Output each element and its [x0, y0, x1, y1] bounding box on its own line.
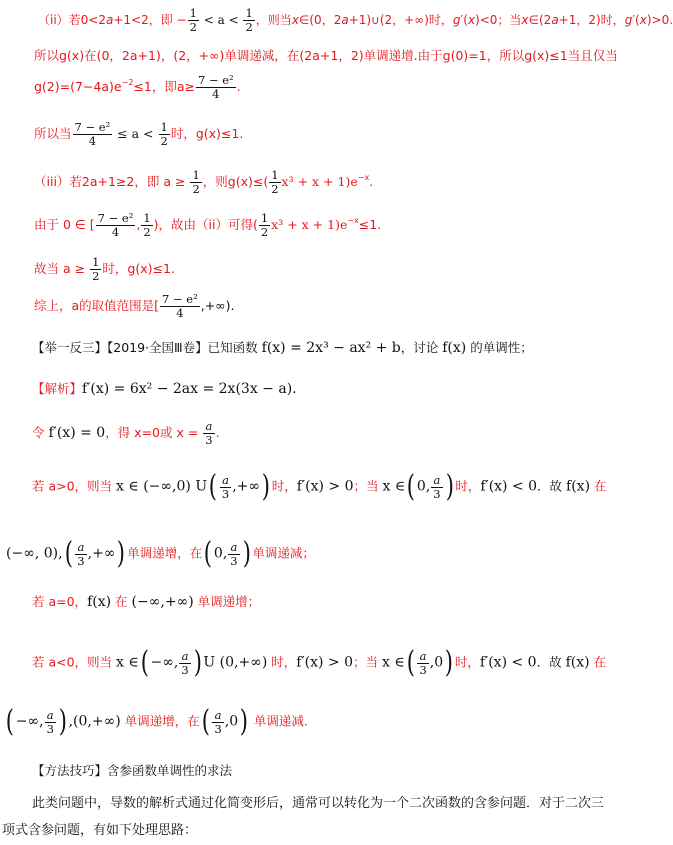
- text: ；当: [353, 654, 382, 670]
- text: ∈(2: [528, 13, 552, 27]
- case-positive-line: [32, 470, 607, 504]
- text: （iii）若2a+1≥2，即 a ≥: [34, 174, 190, 189]
- text: ，则当: [255, 13, 292, 27]
- sup: −2: [121, 78, 134, 87]
- var: x: [467, 13, 476, 27]
- example-question-line: [32, 339, 533, 357]
- range-conclusion-line: [34, 121, 243, 148]
- text: x³ + x + 1)e: [271, 217, 348, 232]
- sup: −x: [357, 173, 370, 182]
- text: （ii）若0<2: [38, 13, 106, 27]
- text: ′(: [632, 13, 640, 27]
- formula: f(x): [87, 594, 112, 610]
- fraction: $\frac{a}{3}$: [205, 419, 213, 447]
- analysis-line: [32, 380, 297, 398]
- text: .: [215, 425, 220, 440]
- text: +1)∪(2，+∞)时，: [348, 13, 453, 27]
- paren: ): [261, 469, 270, 504]
- text: 单调递增；: [193, 594, 261, 609]
- fraction: $\frac{a}{3}$: [433, 472, 441, 501]
- text: .: [292, 381, 297, 397]
- text: ，得 x=0或 x =: [105, 425, 203, 440]
- fraction-half: $\frac{1}{2}$: [160, 120, 168, 148]
- text: 所以当: [34, 126, 72, 141]
- case-iii-conclusion-line: [34, 256, 175, 283]
- formula: ,0: [224, 713, 239, 730]
- text: +1，2)时，: [558, 13, 625, 27]
- text: .: [236, 79, 241, 94]
- fraction: $\frac{a}{3}$: [214, 707, 222, 736]
- formula: 0,: [213, 545, 228, 562]
- text: ≤ a <: [113, 126, 158, 141]
- formula: 0,: [416, 478, 431, 495]
- fraction: $\frac{a}{3}$: [181, 648, 189, 677]
- formula: −∞,: [15, 713, 44, 730]
- fraction: $\frac{\text{7 − e²}}{4}$: [197, 73, 234, 101]
- text: 时，g(x)≤1.: [102, 261, 175, 276]
- paren: ): [239, 704, 249, 739]
- solution-case-iii-line: [34, 169, 373, 196]
- text: 若 a>0，则当: [32, 478, 117, 494]
- fraction: $\frac{a}{3}$: [419, 648, 427, 677]
- var: g: [624, 13, 633, 27]
- text: 单调递减；: [252, 545, 315, 561]
- formula: f(x) = 2x³ − ax² + b: [261, 340, 401, 356]
- formula: (−∞, 0),: [6, 545, 63, 562]
- paren: ): [58, 704, 67, 739]
- text: ．故: [537, 478, 567, 494]
- fraction: $\frac{\text{7 − e²}}{4}$: [74, 120, 111, 148]
- text: )>0.: [646, 13, 673, 27]
- text: ≤1.: [358, 217, 382, 232]
- text: 时，g(x)≤1.: [170, 126, 244, 141]
- formula: f′(x) < 0: [479, 654, 537, 671]
- final-range-line: [34, 293, 234, 320]
- text: 由于 0 ∈ [: [34, 217, 95, 232]
- fraction-half: $\frac{1}{2}$: [189, 6, 197, 34]
- text: <: [224, 13, 243, 27]
- text: 【解析】: [32, 381, 83, 396]
- text: 令: [32, 425, 49, 440]
- text: 时，: [454, 654, 480, 670]
- text: )<0；当: [475, 13, 522, 27]
- paren: ): [444, 645, 454, 680]
- formula: f(x): [565, 654, 590, 671]
- text: +1<2，即 −: [113, 13, 187, 27]
- text: 若 a=0，: [32, 594, 88, 609]
- case-negative-line: [32, 646, 606, 680]
- paren: (: [140, 645, 149, 680]
- formula: f′(x) > 0: [296, 478, 354, 495]
- text: ．故: [536, 654, 566, 670]
- case-negative-intervals-line: [4, 705, 308, 739]
- var: x: [291, 13, 299, 27]
- method-paragraph-line-2: 项式含参问题，有如下处理思路：: [2, 823, 198, 838]
- condition-line: [34, 74, 241, 101]
- method-paragraph-line-1: 此类问题中，导数的解析式通过化简变形后，通常可以转化为一个二次函数的含参问题．对于二次三: [32, 796, 605, 811]
- paren: (: [64, 536, 73, 571]
- case-positive-intervals-line: [6, 537, 315, 571]
- text: 【举一反三】【2019·全国Ⅲ卷】已知函数: [32, 340, 262, 355]
- formula: f′(x) > 0: [296, 654, 354, 671]
- text: 在: [590, 478, 607, 494]
- text: 单调递减.: [249, 713, 308, 729]
- text: ，讨论: [400, 340, 443, 355]
- formula: f′(x) < 0: [480, 478, 538, 495]
- var: a: [106, 13, 114, 27]
- text: 在: [589, 654, 607, 670]
- method-heading: 【方法技巧】含参函数单调性的求法: [32, 763, 233, 778]
- formula: −∞,: [150, 654, 179, 671]
- text: ；当: [353, 478, 383, 494]
- text: ，则g(x)≤(: [202, 174, 269, 189]
- sup: −x: [347, 216, 359, 225]
- formula: x ∈: [116, 654, 139, 671]
- text: )，故由（ii）可得(: [153, 217, 258, 232]
- paren: (: [201, 704, 210, 739]
- fraction: $\frac{\text{7 − e²}}{4}$: [97, 211, 134, 239]
- var: a: [341, 13, 349, 27]
- var: a: [217, 13, 225, 27]
- fraction-half: $\frac{1}{2}$: [245, 6, 253, 34]
- paren: ): [117, 536, 126, 571]
- paren: ): [445, 469, 454, 504]
- formula: ,(0,+∞): [68, 713, 121, 730]
- fraction-half: $\frac{1}{2}$: [92, 255, 100, 283]
- text: 综上，a的取值范围是[: [34, 298, 160, 313]
- formula: ,+∞: [232, 478, 261, 495]
- text: 若 a<0，则当: [32, 654, 117, 670]
- paren: (: [406, 645, 415, 680]
- fraction-half: $\frac{1}{2}$: [143, 211, 151, 239]
- fraction: $\frac{a}{3}$: [46, 707, 54, 736]
- text: 在: [111, 594, 132, 609]
- text: 时，: [455, 478, 481, 494]
- fraction-half: $\frac{1}{2}$: [192, 168, 200, 196]
- text: 的单调性；: [466, 340, 533, 355]
- formula: ,0: [429, 654, 444, 671]
- fraction: $\frac{a}{3}$: [221, 472, 230, 501]
- paren: (: [203, 536, 213, 571]
- text: ,: [136, 217, 141, 232]
- formula: f′(x) = 6x² − 2ax = 2x(3x − a): [82, 381, 293, 397]
- monotonic-summary-line: 所以g(x)在(0，2a+1)，(2，+∞)单调递减，在(2a+1，2)单调递增.由于g(0)=1，所以g(x)≤1当且仅当: [34, 48, 618, 63]
- text: 故当 a ≥: [34, 261, 90, 276]
- text: 时，: [267, 654, 297, 670]
- text: ′(: [460, 13, 468, 27]
- fraction: $\frac{\text{7 − e²}}{4}$: [162, 292, 198, 320]
- text: ≤1，即a≥: [133, 79, 195, 94]
- fraction-half: $\frac{1}{2}$: [271, 168, 279, 196]
- case-zero-line: [32, 593, 260, 611]
- paren: (: [208, 469, 218, 504]
- var: g: [452, 13, 461, 27]
- formula: U (0,+∞): [203, 654, 268, 671]
- formula: ,+∞: [87, 545, 116, 562]
- formula: x ∈ (−∞,0) U: [116, 478, 208, 495]
- formula: f′(x) = 0: [48, 425, 106, 441]
- text: ,+∞).: [200, 298, 235, 313]
- text: ∈(0，2: [298, 13, 342, 27]
- var: x: [521, 13, 529, 27]
- text: .: [369, 174, 374, 189]
- formula: f(x): [442, 340, 467, 356]
- text: 单调递增，在: [120, 713, 200, 729]
- solution-case-ii-line: [38, 7, 673, 34]
- paren: (: [5, 704, 14, 739]
- paren: ): [242, 536, 251, 571]
- var: a: [551, 13, 559, 27]
- text: 时，: [271, 478, 297, 494]
- text: 单调递增，在: [127, 545, 203, 561]
- fraction: $\frac{a}{3}$: [230, 539, 238, 568]
- formula: f(x): [566, 478, 591, 495]
- paren: (: [406, 469, 416, 504]
- var: x: [639, 13, 647, 27]
- fraction: $\frac{a}{3}$: [77, 539, 85, 568]
- formula: x ∈: [382, 654, 405, 671]
- formula: x ∈: [382, 478, 406, 495]
- text: <: [199, 13, 218, 27]
- critical-points-line: [32, 420, 220, 447]
- paren: ): [193, 645, 202, 680]
- derivation-line: [34, 212, 381, 239]
- formula: (−∞,+∞): [131, 594, 194, 610]
- text: x³ + x + 1)e: [281, 174, 358, 189]
- fraction-half: $\frac{1}{2}$: [260, 211, 269, 239]
- text: g(2)=(7−4a)e: [34, 79, 122, 94]
